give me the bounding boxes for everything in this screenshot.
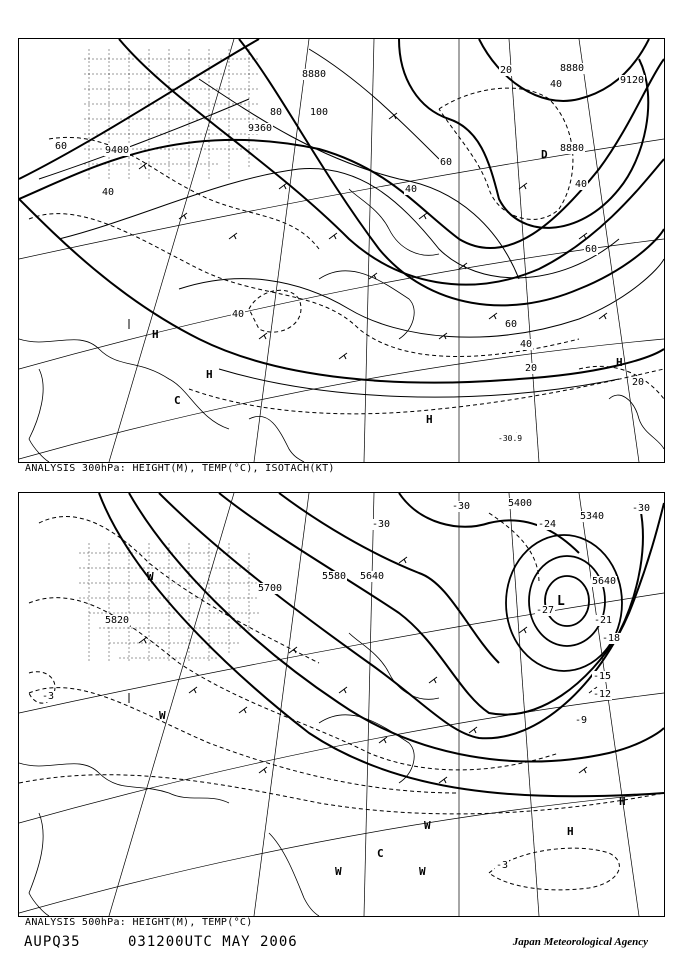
temp-label: -3 (42, 691, 55, 702)
map-500hpa-svg (19, 493, 664, 916)
valid-time: 031200UTC MAY 2006 (128, 934, 298, 950)
isotach-label: 40 (232, 309, 245, 320)
isotach-label: 40 (102, 187, 115, 198)
coastlines (19, 633, 439, 916)
isotach-label: 40 (575, 179, 588, 190)
isotach-label: 60 (55, 141, 68, 152)
height-label: 5640 (360, 571, 385, 582)
temp-label: -30 (452, 501, 471, 512)
height-label: 5340 (580, 511, 605, 522)
lat-lon-grid (19, 39, 664, 462)
temp-label: -30 (632, 503, 651, 514)
wind-barbs (129, 113, 607, 439)
height-label: 8880 (302, 69, 327, 80)
temp-label: -30.9 (498, 434, 523, 443)
warm-center: W (335, 865, 342, 878)
height-label: 9120 (620, 75, 645, 86)
low-pressure-center: L (557, 594, 565, 609)
isotach-label: 80 (270, 107, 283, 118)
cold-center: C (377, 847, 384, 860)
temp-label: -18 (602, 633, 621, 644)
isotach-label: 60 (505, 319, 518, 330)
temp-label: -3 (496, 860, 509, 871)
caption-500hpa: ANALYSIS 500hPa: HEIGHT(M), TEMP(°C) (25, 917, 253, 928)
height-label: 5640 (592, 576, 617, 587)
height-label: 5700 (258, 583, 283, 594)
height-label: 5400 (508, 498, 533, 509)
temp-label: -30 (372, 519, 391, 530)
height-label: 8880 (560, 143, 585, 154)
height-label: 5580 (322, 571, 347, 582)
low-center: D (541, 148, 548, 161)
isotach-label: 40 (550, 79, 563, 90)
isotach-label: 40 (405, 184, 418, 195)
height-label: 8880 (560, 63, 585, 74)
height-label: 9400 (105, 145, 130, 156)
chart-500hpa (18, 492, 665, 917)
agency-name: Japan Meteorological Agency (512, 936, 648, 948)
caption-300hpa: ANALYSIS 300hPa: HEIGHT(M), TEMP(°C), ISOTACH(KT) (25, 463, 335, 474)
height-label: 9360 (248, 123, 273, 134)
high-pressure-center: H (567, 825, 574, 838)
terrain-hatch (84, 49, 259, 179)
isotach-label: 20 (525, 363, 538, 374)
isotach-label: 40 (520, 339, 533, 350)
temp-label: -15 (593, 671, 612, 682)
chart-identifier: AUPQ35 (24, 934, 81, 950)
high-pressure-center: H (152, 328, 159, 341)
isotach-label: 20 (500, 65, 513, 76)
isotach-label: 100 (310, 107, 329, 118)
map-300hpa-svg (19, 39, 664, 462)
high-pressure-center: H (426, 413, 433, 426)
temp-label: -9 (575, 715, 588, 726)
temp-label: -27 (536, 605, 555, 616)
wind-barbs (129, 557, 597, 783)
warm-center: W (147, 570, 154, 583)
warm-center: W (419, 865, 426, 878)
height-label: 5820 (105, 615, 130, 626)
height-contours (19, 39, 664, 383)
isotach-label: 60 (585, 244, 598, 255)
temp-label: -12 (593, 689, 612, 700)
high-pressure-center: H (616, 356, 623, 369)
isotach-label: 20 (632, 377, 645, 388)
chart-300hpa (18, 38, 665, 463)
temp-label: -21 (594, 615, 613, 626)
warm-center: W (159, 709, 166, 722)
warm-center: W (424, 819, 431, 832)
high-pressure-center: H (206, 368, 213, 381)
temp-label: -24 (538, 519, 557, 530)
coastlines (19, 189, 664, 462)
high-pressure-center: H (619, 795, 626, 808)
isotach-label: 60 (440, 157, 453, 168)
cold-center: C (174, 394, 181, 407)
